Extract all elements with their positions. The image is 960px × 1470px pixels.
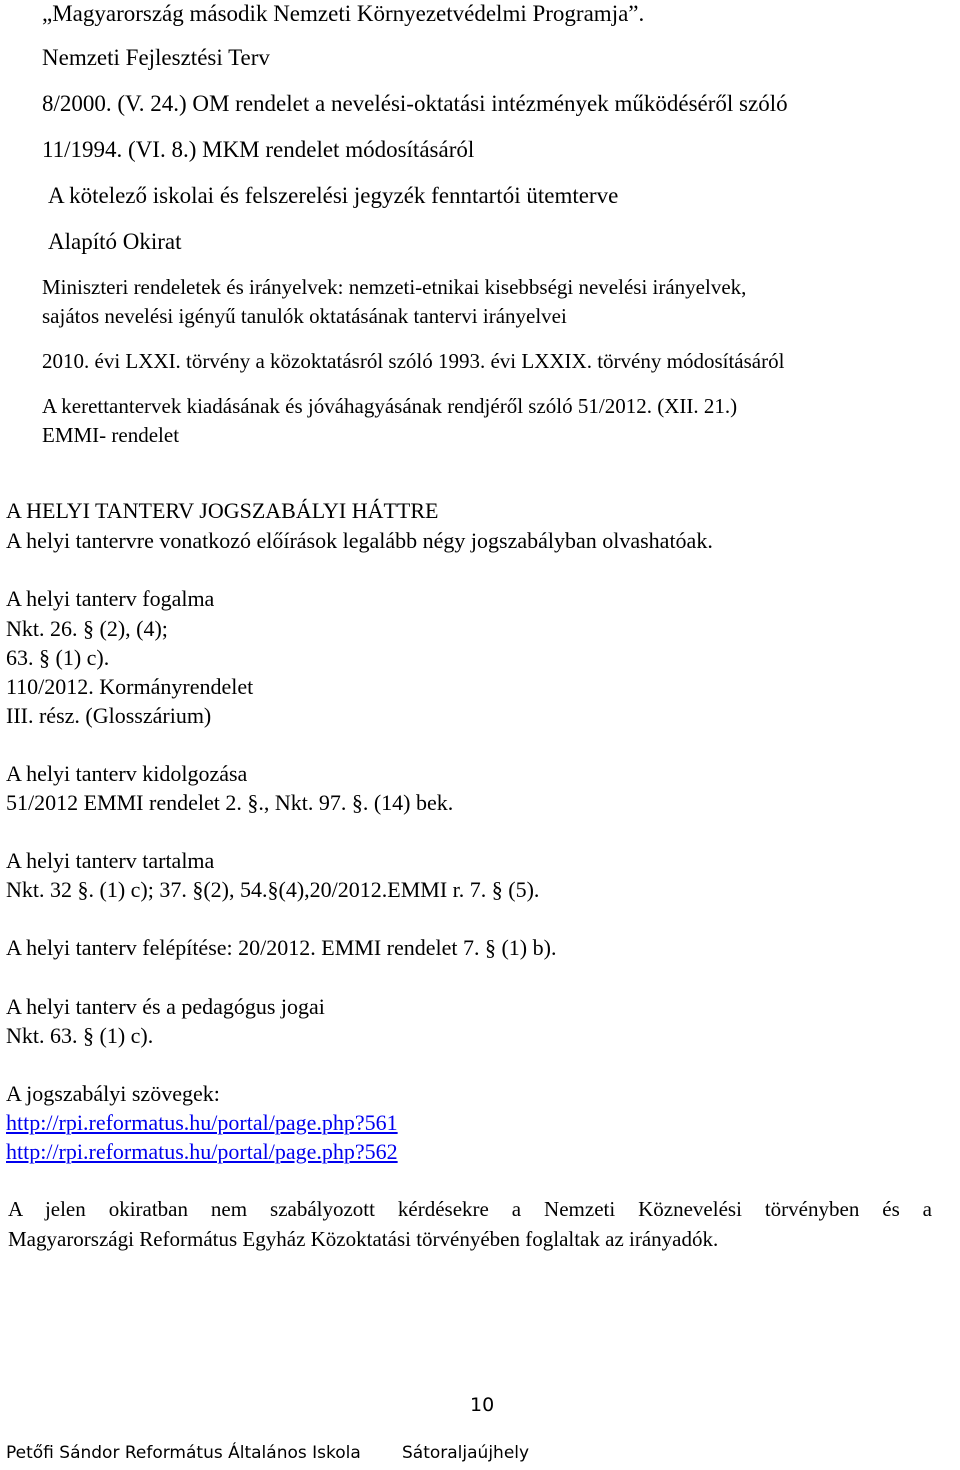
fogalma-line-2: 63. § (1) c). [6,645,110,670]
reg-link-561[interactable]: http://rpi.reformatus.hu/portal/page.php?561 [6,1110,398,1135]
top-line-1: „Magyarország második Nemzeti Környezetvédelmi Programja”. [42,1,645,26]
top-line-2: Nemzeti Fejlesztési Terv [42,45,270,70]
reg-link-562[interactable]: http://rpi.reformatus.hu/portal/page.php?562 [6,1139,398,1164]
regs-line-3: 2010. évi LXXI. törvény a közoktatásról szóló 1993. évi LXXIX. törvény módosításáról [42,349,785,373]
regs-line-1: Miniszteri rendeletek és irányelvek: nemzeti-etnikai kisebbségi nevelési irányelvek, [42,275,747,299]
footer-city: Sátoraljaújhely [402,1443,530,1463]
tartalma-line-1: Nkt. 32 §. (1) c); 37. §(2), 54.§(4),20/2012.EMMI r. 7. § (5). [6,877,540,902]
top-line-6: Alapító Okirat [48,229,182,254]
section-intro: A helyi tantervre vonatkozó előírások legalább négy jogszabályban olvashatóak. [6,528,713,553]
regs-line-5: EMMI- rendelet [42,423,180,447]
fogalma-title: A helyi tanterv fogalma [6,586,215,611]
top-line-4: 11/1994. (VI. 8.) MKM rendelet módosításáról [42,137,475,162]
section-heading: A HELYI TANTERV JOGSZABÁLYI HÁTTRE [6,498,439,523]
tartalma-title: A helyi tanterv tartalma [6,848,215,873]
kidolgozasa-title: A helyi tanterv kidolgozása [6,761,248,786]
jogai-line-1: Nkt. 63. § (1) c). [6,1023,154,1048]
jogai-title: A helyi tanterv és a pedagógus jogai [6,994,325,1019]
regs-line-2: sajátos nevelési igényű tanulók oktatásának tantervi irányelvei [42,304,567,328]
closing-line-2: Magyarországi Református Egyház Közoktatási törvényében foglaltak az irányadók. [8,1227,719,1251]
szovegek-title: A jogszabályi szövegek: [6,1081,220,1106]
felepitese-line: A helyi tanterv felépítése: 20/2012. EMMI rendelet 7. § (1) b). [6,935,557,960]
top-line-5: A kötelező iskolai és felszerelési jegyzék fenntartói ütemterve [48,183,619,208]
footer-school: Petőfi Sándor Református Általános Iskola [6,1443,361,1463]
kidolgozasa-line-1: 51/2012 EMMI rendelet 2. §., Nkt. 97. §. (14) bek. [6,790,454,815]
fogalma-line-4: III. rész. (Glosszárium) [6,703,212,728]
fogalma-line-3: 110/2012. Kormányrendelet [6,674,254,699]
regs-line-4: A kerettantervek kiadásának és jóváhagyásának rendjéről szóló 51/2012. (XII. 21.) [42,394,738,418]
fogalma-line-1: Nkt. 26. § (2), (4); [6,616,168,641]
page-number: 10 [470,1394,495,1416]
top-line-3: 8/2000. (V. 24.) OM rendelet a nevelési-oktatási intézmények működéséről szóló [42,91,788,116]
closing-line-1: A jelen okiratban nem szabályozott kérdésekre a Nemzeti Köznevelési törvényben és a [8,1197,932,1221]
